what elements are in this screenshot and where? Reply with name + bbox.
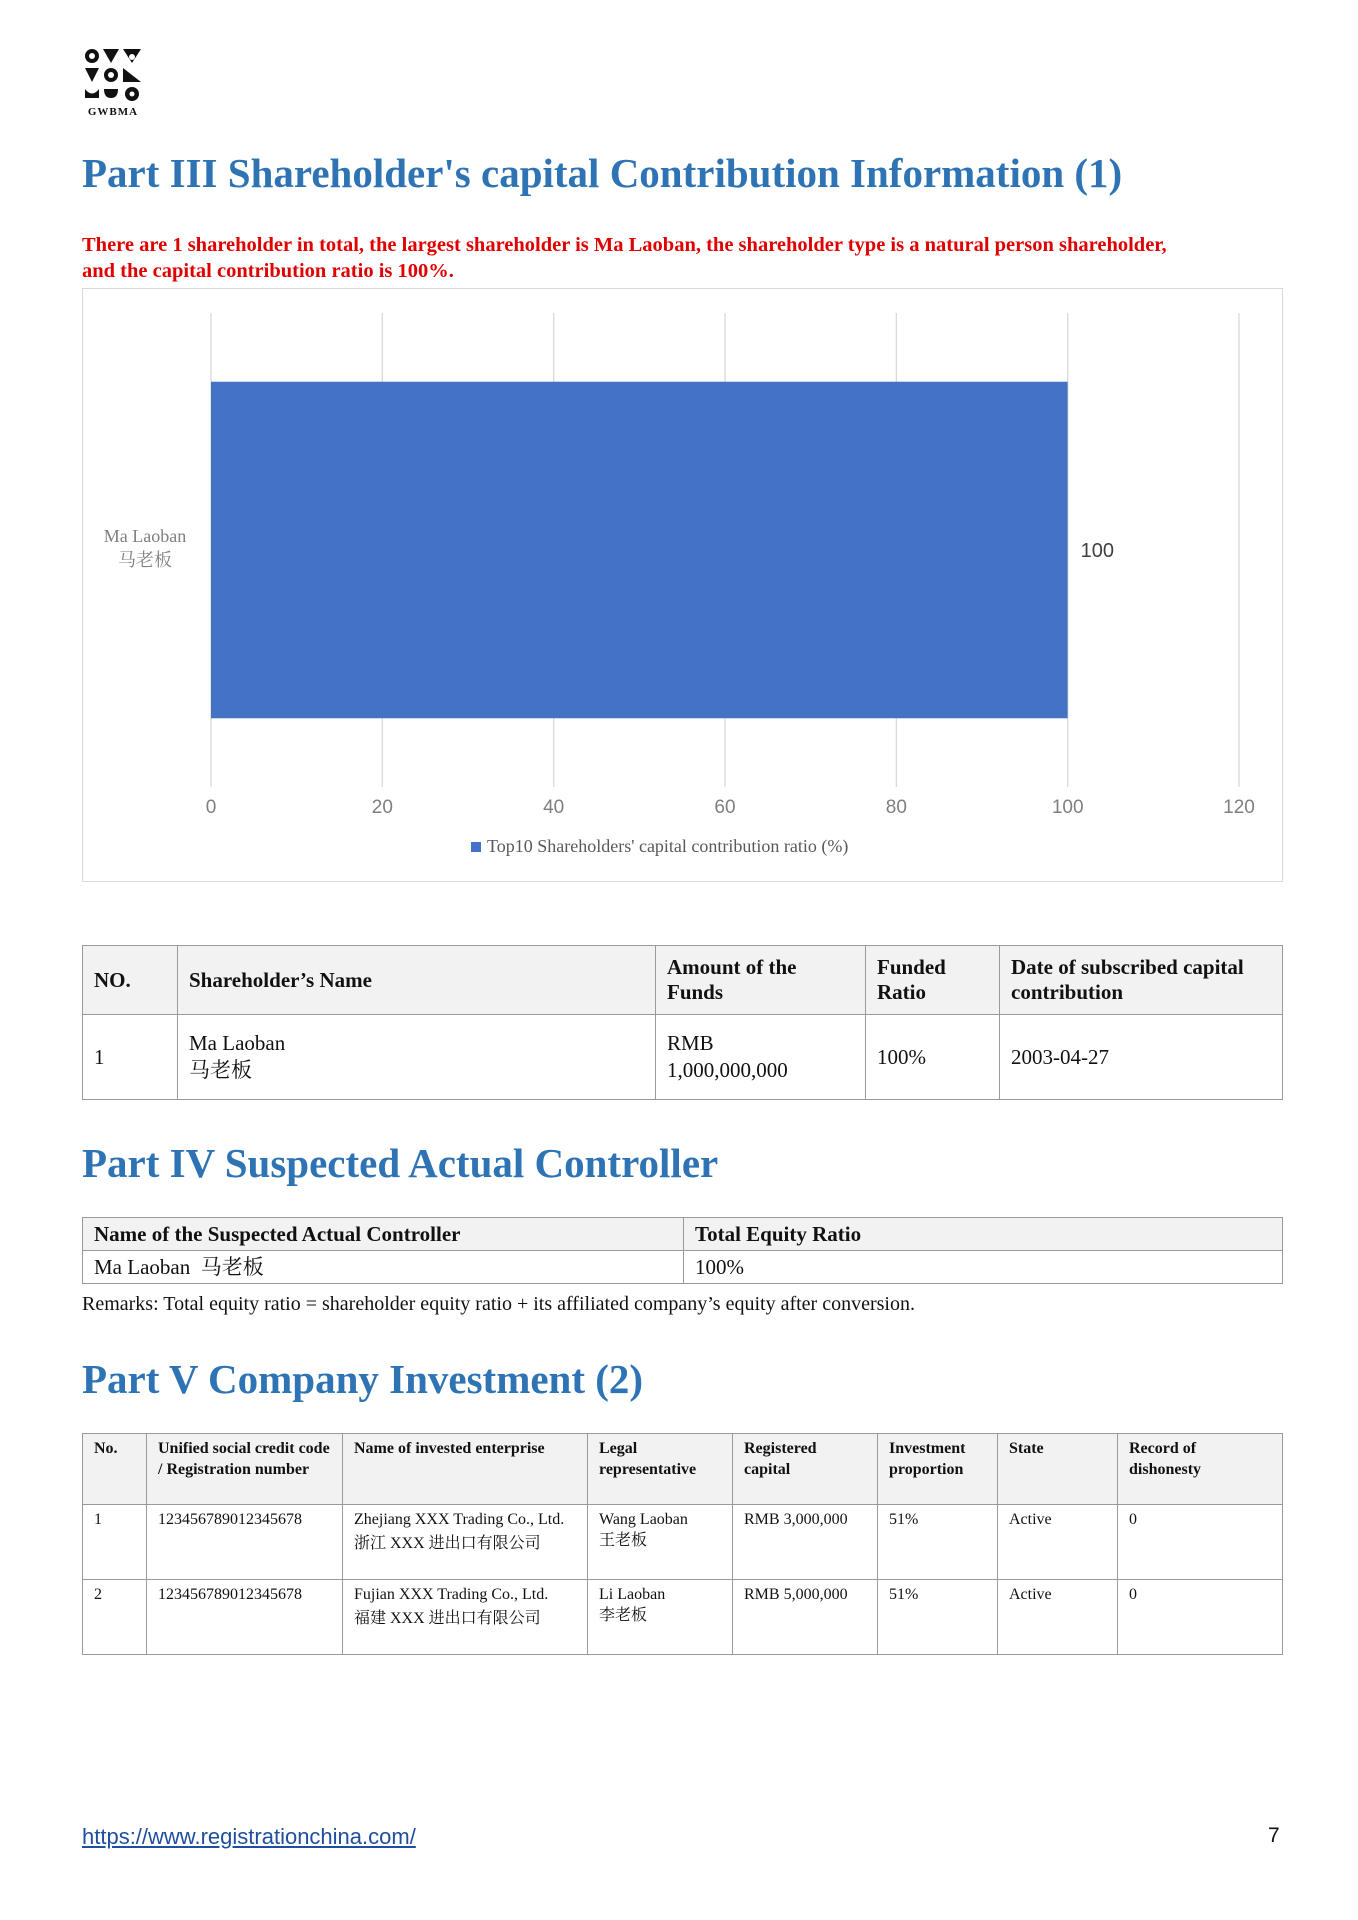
header-state: State bbox=[998, 1434, 1118, 1505]
table-row bbox=[83, 1251, 1283, 1284]
header-total-equity: Total Equity Ratio bbox=[684, 1218, 1283, 1251]
inv-legal-rep bbox=[588, 1580, 733, 1655]
footer-website-link[interactable]: https://www.registrationchina.com/ bbox=[82, 1824, 416, 1849]
inv-code: 123456789012345678 bbox=[147, 1505, 343, 1580]
inv-enterprise-en: Zhejiang XXX Trading Co., Ltd. bbox=[354, 1511, 565, 1528]
investment-table bbox=[82, 1433, 1283, 1655]
part5-title: Part V Company Investment (2) bbox=[82, 1356, 644, 1402]
contribution-chart bbox=[82, 288, 1283, 882]
inv-legal-rep bbox=[588, 1505, 733, 1580]
inv-rep-cn: 李老板 bbox=[599, 1607, 648, 1624]
x-tick-label: 120 bbox=[1223, 797, 1255, 818]
inv-dishonesty: 0 bbox=[1118, 1505, 1283, 1580]
amount-value: 1,000,000,000 bbox=[667, 1058, 788, 1082]
shareholder-date: 2003-04-27 bbox=[1000, 1015, 1283, 1100]
legend-label: Top10 Shareholders' capital contribution ratio (%) bbox=[487, 836, 849, 856]
page-number: 7 bbox=[1268, 1824, 1280, 1847]
table-row bbox=[83, 1580, 1283, 1655]
equity-remarks: Remarks: Total equity ratio = shareholder equity ratio + its affiliated company’s equity after conversion. bbox=[82, 1293, 915, 1315]
investment-header-row bbox=[83, 1434, 1283, 1505]
x-tick-label: 60 bbox=[714, 797, 736, 818]
shareholder-ratio: 100% bbox=[866, 1015, 1000, 1100]
x-tick-label: 80 bbox=[885, 797, 907, 818]
part3-summary: There are 1 shareholder in total, the largest shareholder is Ma Laoban, the shareholder type is a natural person shareholder, and the capital contribution ratio is 100%. bbox=[82, 234, 1167, 282]
header-date: Date of subscribed capital contribution bbox=[1000, 946, 1283, 1015]
header-registered-capital: Registered capital bbox=[733, 1434, 878, 1505]
inv-proportion: 51% bbox=[878, 1505, 998, 1580]
header-inv-no: No. bbox=[83, 1434, 147, 1505]
controller-name: Ma Laoban 马老板 bbox=[83, 1251, 684, 1284]
inv-enterprise bbox=[343, 1580, 588, 1655]
shareholder-name-cn: 马老板 bbox=[189, 1058, 252, 1082]
controller-ratio: 100% bbox=[684, 1251, 1283, 1284]
inv-proportion: 51% bbox=[878, 1580, 998, 1655]
table-row bbox=[83, 1505, 1283, 1580]
header-credit-code: Unified social credit code / Registration number bbox=[147, 1434, 343, 1505]
header-funded-ratio: Funded Ratio bbox=[866, 946, 1000, 1015]
shareholder-name-en: Ma Laoban bbox=[189, 1031, 286, 1055]
x-tick-label: 20 bbox=[371, 797, 393, 818]
shareholders-header-row bbox=[83, 946, 1283, 1015]
header-shareholder-name: Shareholder’s Name bbox=[178, 946, 656, 1015]
header-amount: Amount of the Funds bbox=[656, 946, 866, 1015]
header-legal-rep: Legal representative bbox=[588, 1434, 733, 1505]
legend-swatch bbox=[471, 842, 481, 852]
header-enterprise-name: Name of invested enterprise bbox=[343, 1434, 588, 1505]
controller-header-row bbox=[83, 1218, 1283, 1251]
inv-no: 1 bbox=[83, 1505, 147, 1580]
bar bbox=[211, 382, 1068, 719]
amount-currency: RMB bbox=[667, 1031, 714, 1055]
inv-no: 2 bbox=[83, 1580, 147, 1655]
y-category-label: 马老板 bbox=[118, 550, 172, 570]
contribution-chart-svg bbox=[83, 289, 1284, 883]
inv-rep-en: Wang Laoban bbox=[599, 1511, 688, 1528]
shareholder-amount bbox=[656, 1015, 866, 1100]
x-tick-label: 0 bbox=[205, 797, 217, 818]
shareholders-table bbox=[82, 945, 1283, 1100]
inv-state: Active bbox=[998, 1580, 1118, 1655]
gwbma-logo bbox=[80, 48, 146, 118]
header-investment-proportion: Investment proportion bbox=[878, 1434, 998, 1505]
logo-text: GWBMA bbox=[87, 106, 139, 118]
inv-rep-cn: 王老板 bbox=[599, 1532, 648, 1549]
inv-rep-en: Li Laoban bbox=[599, 1586, 666, 1603]
shareholder-no: 1 bbox=[83, 1015, 178, 1100]
inv-enterprise bbox=[343, 1505, 588, 1580]
inv-dishonesty: 0 bbox=[1118, 1580, 1283, 1655]
inv-code: 123456789012345678 bbox=[147, 1580, 343, 1655]
header-dishonesty: Record of dishonesty bbox=[1118, 1434, 1283, 1505]
header-no: NO. bbox=[83, 946, 178, 1015]
inv-capital: RMB 3,000,000 bbox=[733, 1505, 878, 1580]
controller-table bbox=[82, 1217, 1283, 1284]
logo-mark-icon bbox=[83, 48, 143, 104]
part4-title: Part IV Suspected Actual Controller bbox=[82, 1140, 719, 1186]
inv-enterprise-cn: 浙江 XXX 进出口有限公司 bbox=[354, 1535, 541, 1552]
bar-data-label: 100 bbox=[1080, 540, 1115, 562]
table-row bbox=[83, 1015, 1283, 1100]
x-tick-label: 100 bbox=[1051, 797, 1084, 818]
inv-enterprise-cn: 福建 XXX 进出口有限公司 bbox=[354, 1610, 541, 1627]
part3-title: Part III Shareholder's capital Contribution Information (1) bbox=[82, 150, 1123, 196]
inv-state: Active bbox=[998, 1505, 1118, 1580]
inv-capital: RMB 5,000,000 bbox=[733, 1580, 878, 1655]
inv-enterprise-en: Fujian XXX Trading Co., Ltd. bbox=[354, 1586, 549, 1603]
y-category-label: Ma Laoban bbox=[103, 526, 187, 546]
header-controller-name: Name of the Suspected Actual Controller bbox=[83, 1218, 684, 1251]
shareholder-name bbox=[178, 1015, 656, 1100]
x-tick-label: 40 bbox=[543, 797, 565, 818]
